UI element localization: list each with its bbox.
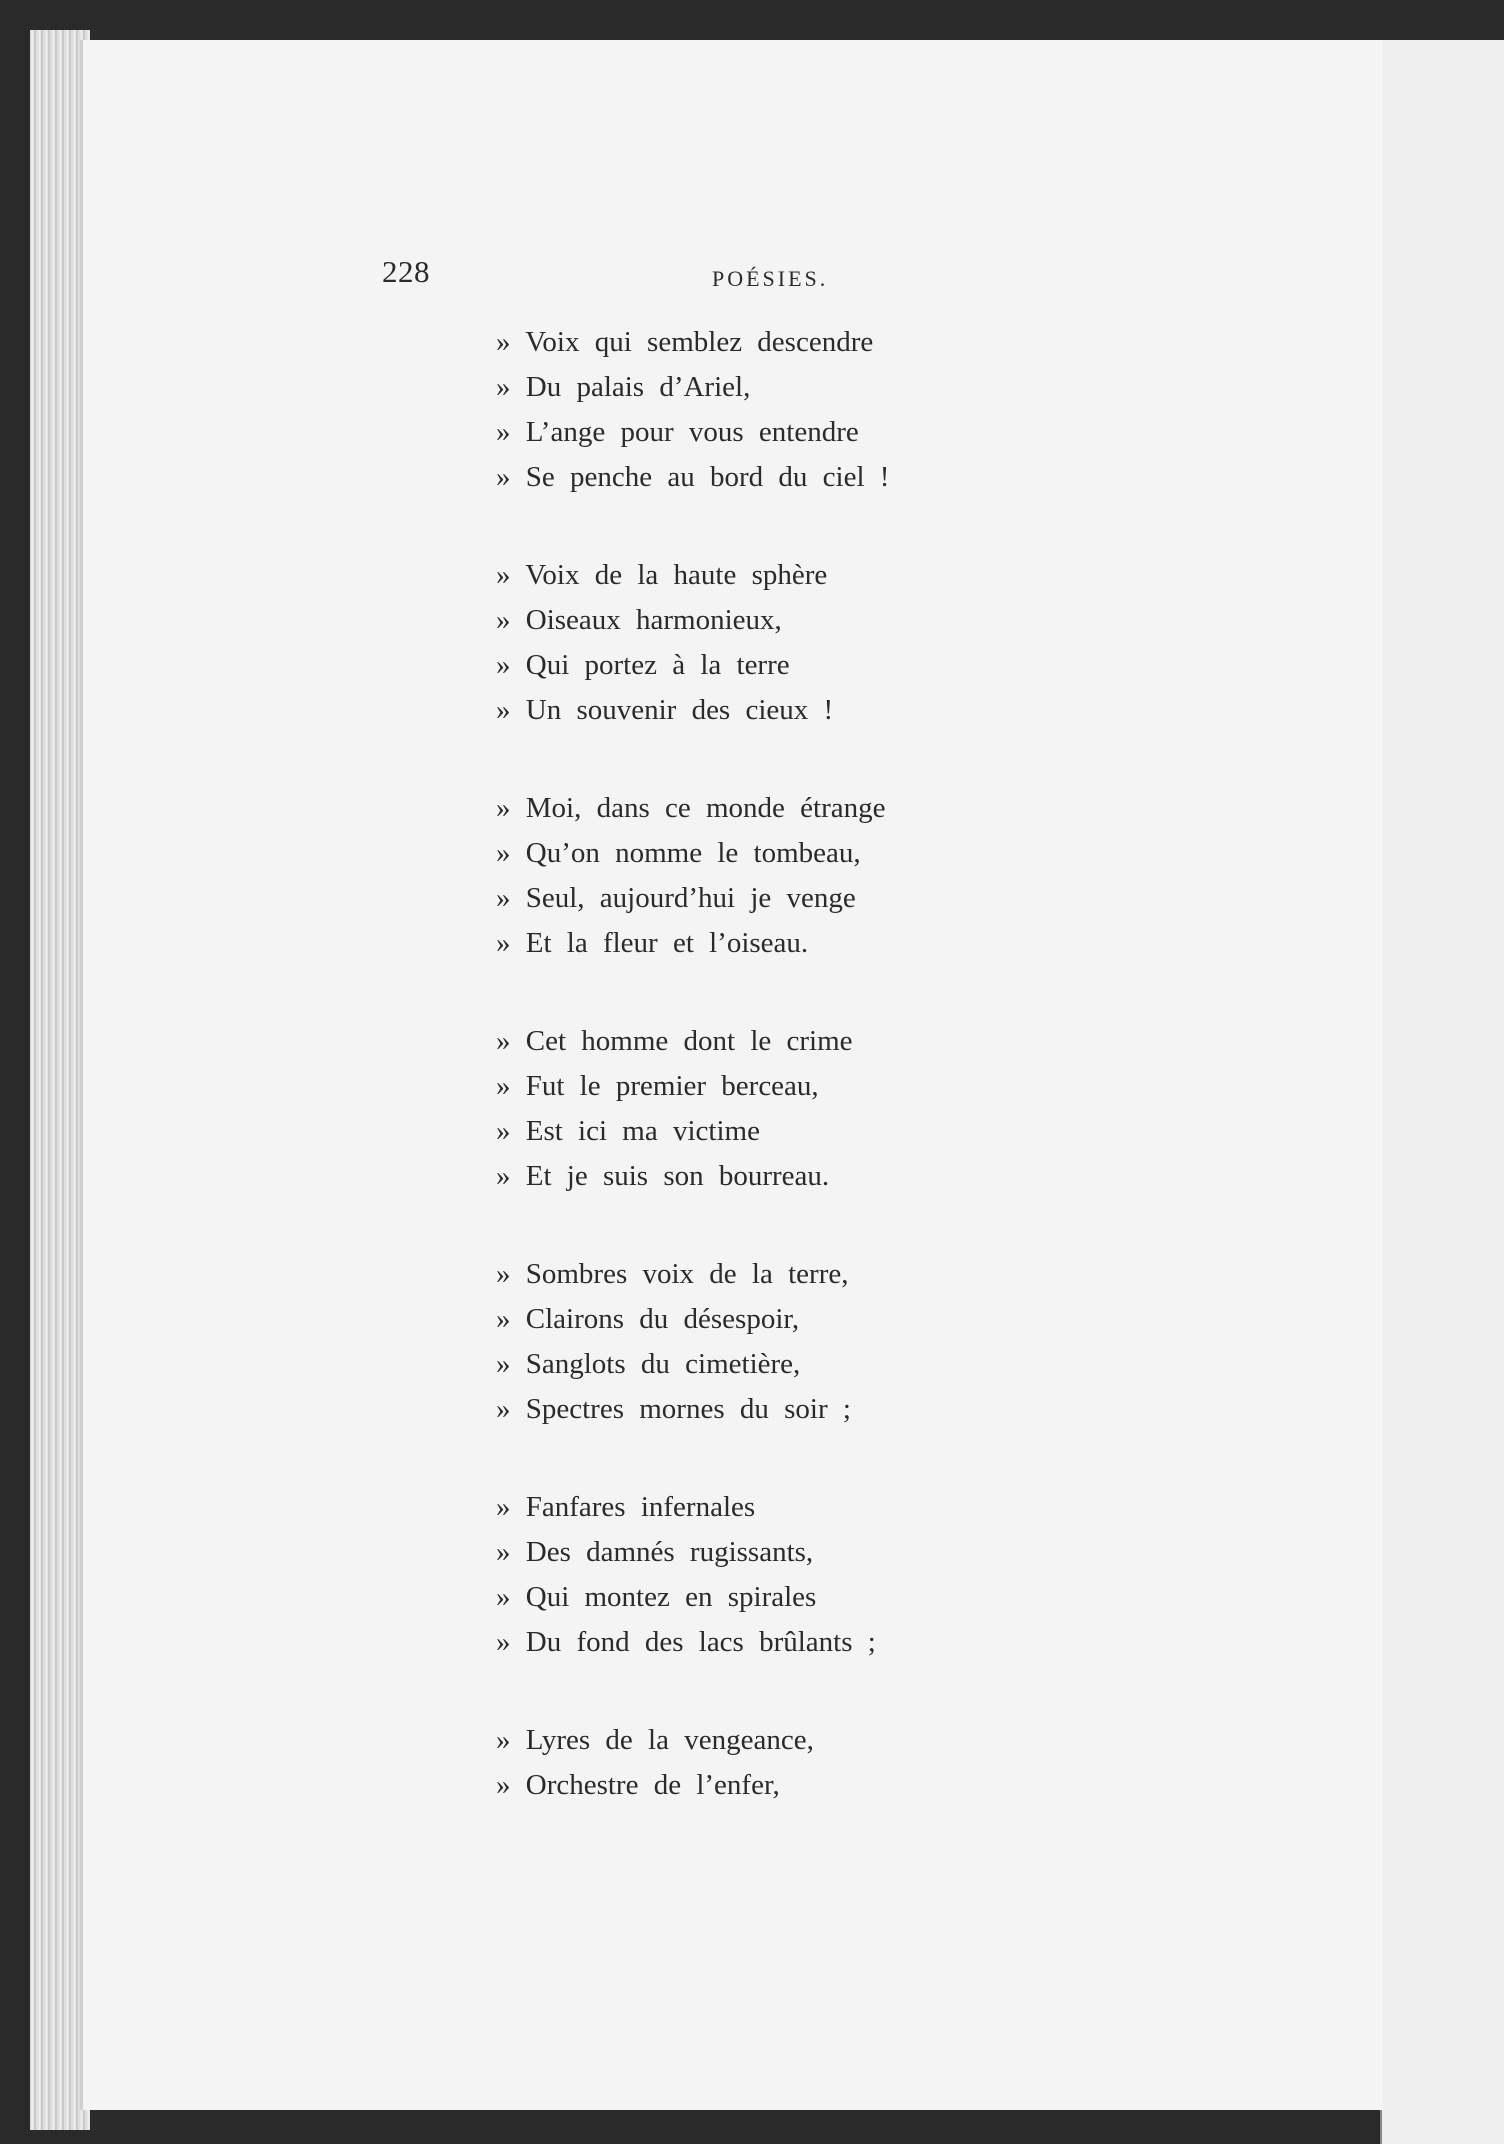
facing-page-edge	[1380, 40, 1504, 2144]
verse-line: » Oiseaux harmonieux,	[496, 604, 782, 636]
verse-line: » Se penche au bord du ciel !	[496, 461, 890, 493]
stanza	[496, 1718, 1116, 1808]
verse-line: » Moi, dans ce monde étrange	[496, 792, 886, 824]
verse-line: » Cet homme dont le crime	[496, 1025, 853, 1057]
verse-line: » Et la fleur et l’oiseau.	[496, 927, 809, 959]
verse-line: » Voix qui semblez descendre	[496, 326, 874, 358]
running-title: POÉSIES.	[712, 266, 829, 291]
stanza	[496, 786, 1116, 966]
verse-line: » Du fond des lacs brûlants ;	[496, 1626, 876, 1658]
stanza	[496, 1252, 1116, 1432]
poem	[496, 320, 1116, 1861]
verse-line: » Sanglots du cimetière,	[496, 1348, 801, 1380]
verse-line: » Voix de la haute sphère	[496, 559, 828, 591]
verse-line: » Qu’on nomme le tombeau,	[496, 837, 861, 869]
stanza	[496, 1019, 1116, 1199]
verse-line: » L’ange pour vous entendre	[496, 416, 859, 448]
verse-line: » Un souvenir des cieux !	[496, 694, 834, 726]
verse-line: » Du palais d’Ariel,	[496, 371, 751, 403]
verse-line: » Qui portez à la terre	[496, 649, 790, 681]
verse-line: » Qui montez en spirales	[496, 1581, 817, 1613]
verse-line: » Des damnés rugissants,	[496, 1536, 814, 1568]
verse-line: » Spectres mornes du soir ;	[496, 1393, 851, 1425]
verse-line: » Lyres de la vengeance,	[496, 1724, 814, 1756]
stanza	[496, 553, 1116, 733]
stanza	[496, 320, 1116, 500]
verse-line: » Seul, aujourd’hui je venge	[496, 882, 856, 914]
verse-line: » Est ici ma victime	[496, 1115, 760, 1147]
page-number: 228	[382, 254, 430, 289]
verse-line: » Clairons du désespoir,	[496, 1303, 800, 1335]
verse-line: » Sombres voix de la terre,	[496, 1258, 849, 1290]
verse-line: » Fut le premier berceau,	[496, 1070, 819, 1102]
verse-line: » Orchestre de l’enfer,	[496, 1769, 780, 1801]
stanza	[496, 1485, 1116, 1665]
verse-line: » Et je suis son bourreau.	[496, 1160, 830, 1192]
verse-line: » Fanfares infernales	[496, 1491, 756, 1523]
